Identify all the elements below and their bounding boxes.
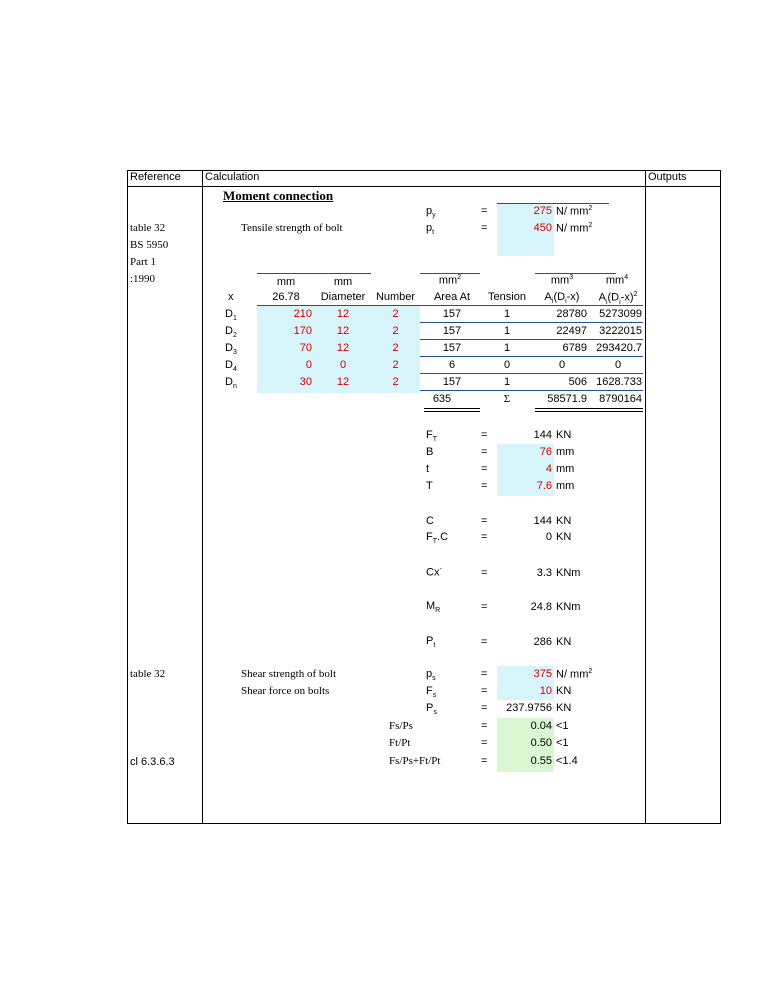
check-limit: <1	[556, 720, 569, 732]
row-num[interactable]: 2	[392, 308, 399, 320]
b-unit: mm	[556, 446, 575, 458]
row-m1: 506	[568, 376, 587, 388]
t-value[interactable]: 4	[545, 463, 552, 475]
row-m2: 3222015	[599, 325, 642, 337]
check-limit: <1	[556, 737, 569, 749]
header-number: Number	[375, 291, 416, 303]
unit-m1: $mm^3$	[550, 274, 574, 287]
row-d[interactable]: 0	[305, 359, 312, 371]
row-symbol: $D_3$	[225, 342, 237, 357]
ref-bs5950: BS 5950	[130, 239, 169, 251]
header-outputs: Outputs	[648, 171, 687, 183]
py-value[interactable]: 275	[533, 205, 552, 217]
tt-unit: mm	[556, 480, 575, 492]
shear-force-label: Shear force on bolts	[241, 685, 330, 697]
ref-1990: :1990	[130, 273, 156, 285]
check-equals: =	[481, 737, 488, 749]
header-reference: Reference	[130, 171, 181, 183]
ftc-equals: =	[481, 531, 488, 543]
t-unit: mm	[556, 463, 575, 475]
x-value: 26.78	[272, 291, 300, 303]
row-tension: 1	[503, 308, 511, 320]
ps-unit: N/ $mm^2$	[556, 668, 593, 681]
ft-value: 144	[533, 429, 552, 441]
ftc-value: 0	[545, 531, 552, 543]
units-rule-left	[257, 273, 371, 274]
tt-equals: =	[481, 480, 488, 492]
t-equals: =	[481, 463, 488, 475]
row-m1: 0	[558, 359, 566, 371]
header-x: x	[228, 291, 234, 303]
row-area: 157	[442, 376, 462, 388]
row-m1: 22497	[556, 325, 587, 337]
tensile-label: Tensile strength of bolt	[241, 222, 343, 234]
header-tension: Tension	[488, 291, 526, 303]
check-label: Fs/Ps+Ft/Pt	[389, 755, 441, 767]
header-rule	[257, 305, 643, 306]
ft-symbol: $F_T$	[426, 429, 438, 444]
check-label: Ft/Pt	[389, 737, 411, 749]
row-symbol: $D_2$	[225, 325, 237, 340]
ps2-symbol: $P_s$	[426, 702, 437, 717]
mr-equals: =	[481, 601, 488, 613]
row-d[interactable]: 30	[299, 376, 312, 388]
row-rule	[420, 390, 643, 391]
total-area: 635	[432, 393, 452, 405]
ps-equals: =	[481, 668, 488, 680]
row-symbol: $D_4$	[225, 359, 237, 374]
ps-symbol: $p_s$	[426, 668, 436, 683]
row-symbol: $D_n$	[225, 376, 237, 391]
b-equals: =	[481, 446, 488, 458]
row-area: 157	[442, 342, 462, 354]
row-dia[interactable]: 12	[336, 376, 350, 388]
check-value: 0.55	[530, 755, 552, 767]
row-rule	[420, 339, 643, 340]
cx-value: 3.3	[536, 567, 552, 579]
row-d[interactable]: 210	[293, 308, 312, 320]
row-m1: 6789	[562, 342, 587, 354]
fs-value[interactable]: 10	[539, 685, 552, 697]
py-equals: =	[481, 205, 488, 217]
ref-table32: table 32	[130, 222, 166, 234]
header-moment1: $A_i(D_i-x)$	[544, 291, 580, 306]
tt-value[interactable]: 7.6	[536, 480, 552, 492]
row-m1: 28780	[556, 308, 587, 320]
mr-unit: KNm	[556, 601, 581, 613]
unit-area: $mm^2$	[438, 274, 462, 287]
row-dia[interactable]: 0	[339, 359, 347, 371]
check-label: Fs/Ps	[389, 720, 413, 732]
pt2-equals: =	[481, 636, 488, 648]
ps2-equals: =	[481, 702, 488, 714]
row-m2: 0	[614, 359, 622, 371]
header-moment2: $A_i(D_i-x)^2$	[598, 291, 638, 306]
row-rule	[420, 356, 643, 357]
row-m2: 5273099	[599, 308, 642, 320]
py-rule	[497, 203, 609, 204]
header-calculation: Calculation	[205, 171, 260, 183]
row-dia[interactable]: 12	[336, 308, 350, 320]
row-dia[interactable]: 12	[336, 325, 350, 337]
tt-symbol: T	[426, 480, 433, 492]
row-area: 6	[448, 359, 456, 371]
row-num[interactable]: 2	[392, 359, 399, 371]
c-value: 144	[533, 515, 552, 527]
ref-part1: Part 1	[130, 256, 156, 268]
row-tension: 0	[503, 359, 511, 371]
ft-unit: KN	[556, 429, 572, 441]
pt2-value: 286	[533, 636, 552, 648]
ref-shear-table32: table 32	[130, 668, 166, 680]
mr-symbol: $M_R$	[426, 600, 441, 615]
header-diameter: Diameter	[320, 291, 366, 303]
unit-m2: $mm^4$	[605, 274, 629, 287]
c-symbol: C	[426, 515, 434, 527]
ft-equals: =	[481, 429, 488, 441]
ps2-unit: KN	[556, 702, 572, 714]
total-m2: 8790164	[599, 393, 642, 405]
calc-sheet-frame	[127, 170, 721, 824]
check-equals: =	[481, 755, 488, 767]
py-unit: N/ $mm^2$	[556, 205, 593, 218]
pt-value[interactable]: 450	[533, 222, 552, 234]
unit-x: mm	[276, 276, 296, 288]
row-rule	[420, 322, 643, 323]
pt2-unit: KN	[556, 636, 572, 648]
t-symbol: t	[426, 463, 430, 475]
row-dia[interactable]: 12	[336, 342, 350, 354]
row-num[interactable]: 2	[392, 376, 399, 388]
shear-strength-label: Shear strength of bolt	[241, 668, 337, 680]
pt-unit: N/ $mm^2$	[556, 222, 593, 235]
mr-value: 24.8	[530, 601, 552, 613]
total-double-rule-moments	[535, 408, 643, 412]
ps2-value: 237.9756	[506, 702, 552, 714]
row-rule	[420, 373, 643, 374]
header-area: Area At	[433, 291, 471, 303]
check-limit: <1.4	[556, 755, 578, 767]
row-num[interactable]: 2	[392, 342, 399, 354]
cx-symbol: Cx-	[426, 566, 442, 579]
cx-unit: KNm	[556, 567, 581, 579]
py-symbol: $p_y$	[426, 205, 436, 220]
row-tension: 1	[503, 342, 511, 354]
ps-value[interactable]: 375	[533, 668, 552, 680]
header-divider	[127, 186, 721, 187]
check-value: 0.50	[530, 737, 552, 749]
ftc-symbol: $F_T.C$	[426, 531, 449, 546]
check-value: 0.04	[530, 720, 552, 732]
row-tension: 1	[503, 325, 511, 337]
pt-symbol: $p_t$	[426, 222, 435, 237]
row-num[interactable]: 2	[392, 325, 399, 337]
row-area: 157	[442, 325, 462, 337]
c-unit: KN	[556, 515, 572, 527]
ref-clause: cl 6.3.6.3	[130, 756, 175, 768]
b-symbol: B	[426, 446, 434, 458]
check-equals: =	[481, 720, 488, 732]
page-title: Moment connection	[223, 188, 334, 203]
fs-symbol: $F_s$	[426, 685, 437, 700]
row-m2: 1628.733	[596, 376, 642, 388]
cx-equals: =	[481, 567, 488, 579]
reference-column-divider	[202, 170, 203, 824]
pt-equals: =	[481, 222, 488, 234]
sigma-symbol: Σ	[503, 393, 511, 405]
total-double-rule-area	[424, 408, 480, 412]
total-m1: 58571.9	[547, 393, 587, 405]
row-d[interactable]: 70	[299, 342, 312, 354]
b-value[interactable]: 76	[539, 446, 552, 458]
c-equals: =	[481, 515, 488, 527]
outputs-column-divider	[645, 170, 646, 824]
ftc-unit: KN	[556, 531, 572, 543]
row-m2: 293420.7	[596, 342, 642, 354]
row-tension: 1	[503, 376, 511, 388]
unit-dia: mm	[333, 276, 353, 288]
row-d[interactable]: 170	[293, 325, 312, 337]
row-area: 157	[442, 308, 462, 320]
fs-equals: =	[481, 685, 488, 697]
row-symbol: $D_1$	[225, 308, 237, 323]
pt2-symbol: $P_t$	[426, 635, 436, 650]
fs-unit: KN	[556, 685, 572, 697]
